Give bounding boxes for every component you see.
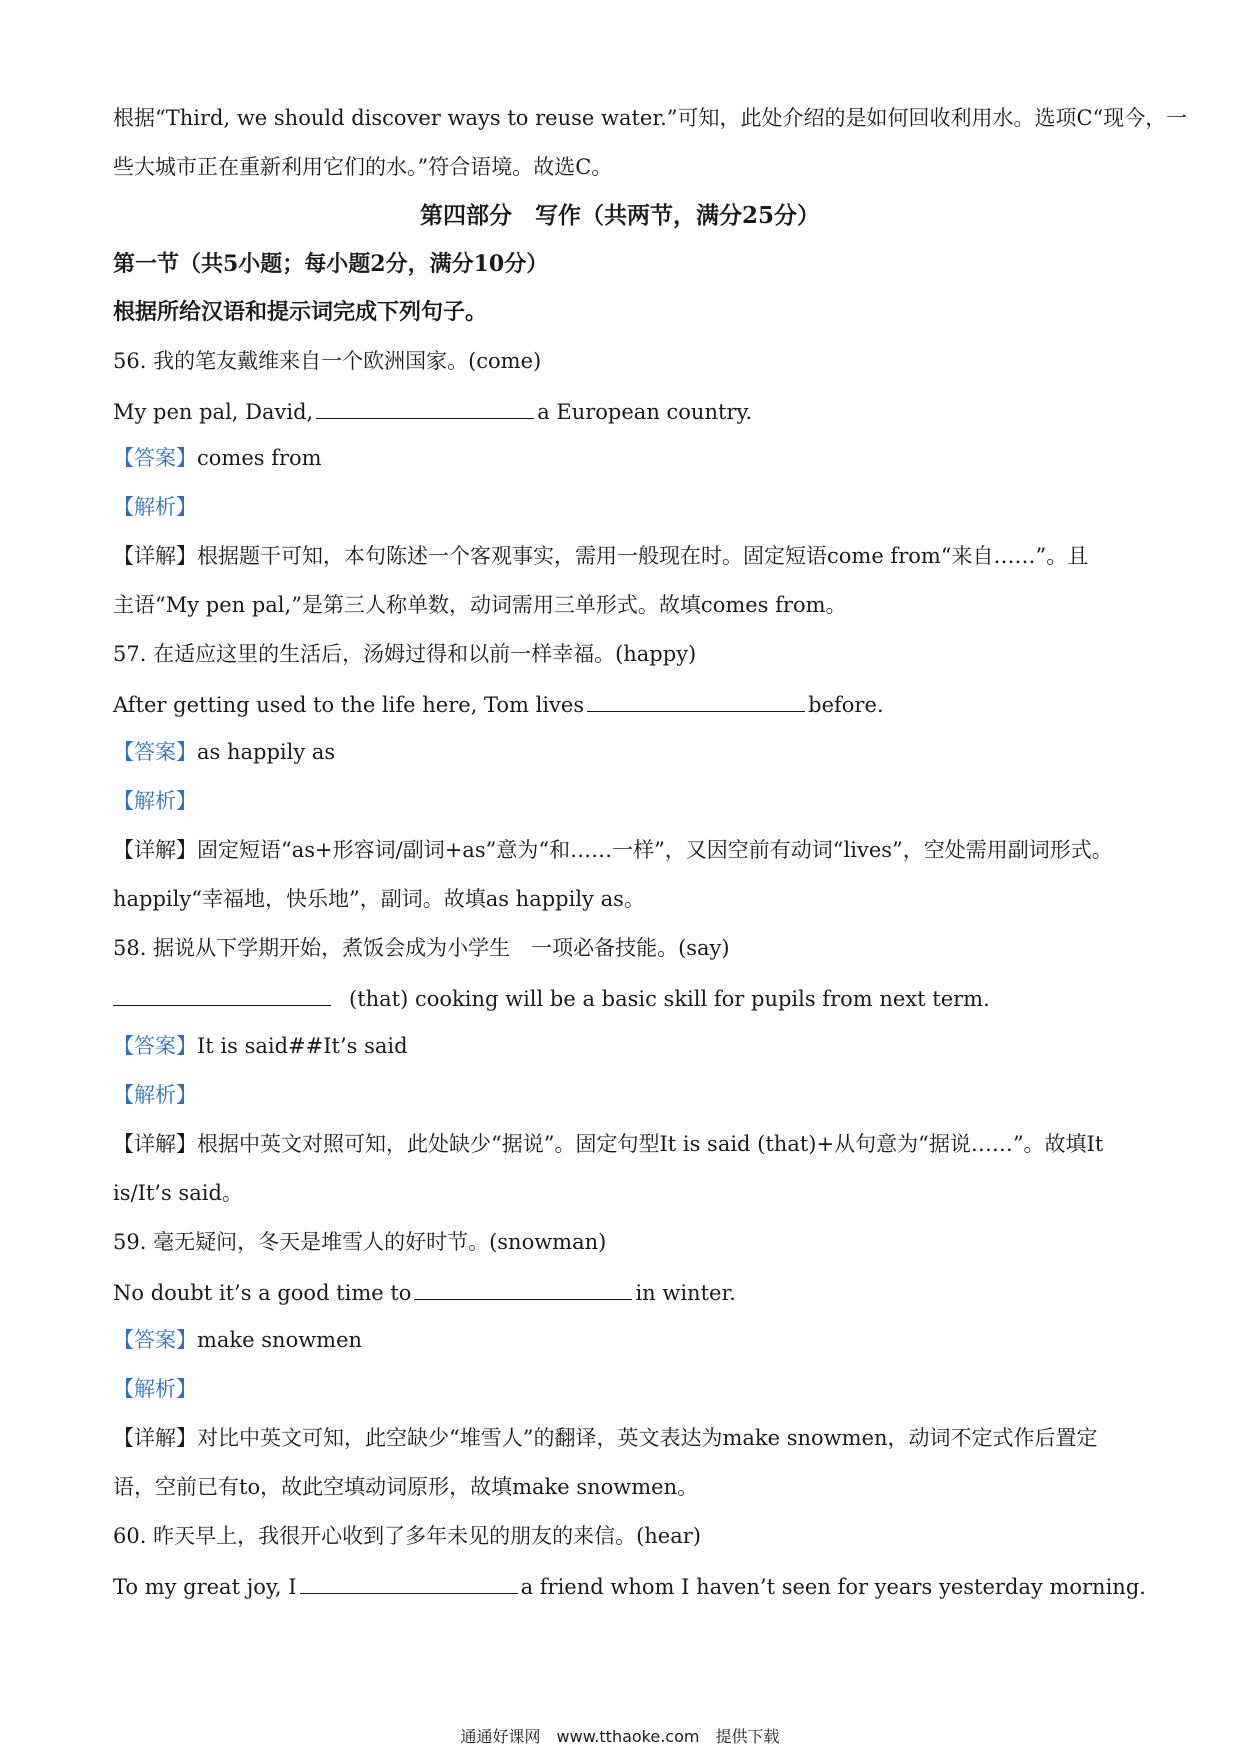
question-58-prompt: 58. 据说从下学期开始，煮饭会成为小学生 一项必备技能。(say) [113,936,730,960]
sentence-before: No doubt it’s a good time to [113,1281,412,1305]
question-57-detail-1 [113,836,1113,864]
sentence-after: a friend whom I haven’t seen for years yesterday morning. [520,1575,1146,1599]
sentence-after: a European country. [537,400,753,424]
answer-text: as happily as [197,740,336,764]
answer-tag: 【答案】 [113,740,197,764]
question-59-detail-2: 语，空前已有to，故此空填动词原形，故填make snowmen。 [113,1475,699,1499]
answer-text: It is said##It’s said [197,1034,408,1058]
intro-line-2: 些大城市正在重新利用它们的水。”符合语境。故选C。 [113,155,613,179]
detail-tag: 【详解】 [113,1132,197,1156]
question-56-sentence [113,396,752,426]
answer-blank [414,1277,632,1300]
answer-tag: 【答案】 [113,1034,197,1058]
question-57-detail-2: happily“幸福地，快乐地”，副词。故填as happily as。 [113,887,645,911]
instruction: 根据所给汉语和提示词完成下列句子。 [113,299,488,325]
question-58-analysis: 【解析】 [113,1083,197,1107]
sentence-after: in winter. [635,1281,736,1305]
answer-text: comes from [197,446,322,470]
answer-tag: 【答案】 [113,1328,197,1352]
question-59-sentence [113,1277,736,1307]
detail-text: 根据题干可知，本句陈述一个客观事实，需用一般现在时。固定短语come from“来自……”。且 [197,544,1089,568]
detail-tag: 【详解】 [113,838,197,862]
answer-blank [113,983,331,1006]
intro-line-1: 根据“Third, we should discover ways to reuse water.”可知，此处介绍的是如何回收利用水。选项C“现今，一 [113,106,1188,130]
question-57-sentence [113,689,884,719]
detail-tag: 【详解】 [113,1426,197,1450]
question-59-prompt: 59. 毫无疑问，冬天是堆雪人的好时节。(snowman) [113,1230,607,1254]
answer-blank [587,689,805,712]
section-title: 第一节（共5小题；每小题2分，满分10分） [113,251,549,277]
question-60-prompt: 60. 昨天早上，我很开心收到了多年未见的朋友的来信。(hear) [113,1524,701,1548]
question-56-detail-2: 主语“My pen pal,”是第三人称单数，动词需用三单形式。故填comes from。 [113,593,847,617]
sentence-before: My pen pal, David, [113,400,314,424]
question-60-sentence [113,1571,1146,1601]
question-56-detail-1 [113,542,1088,570]
question-59-detail-1 [113,1424,1098,1452]
question-56-answer [113,444,322,472]
question-57-answer [113,738,335,766]
sentence-after: before. [808,693,884,717]
question-58-detail-2: is/It’s said。 [113,1181,243,1205]
part-title: 第四部分 写作（共两节，满分25分） [419,202,820,229]
question-57-prompt: 57. 在适应这里的生活后，汤姆过得和以前一样幸福。(happy) [113,642,697,666]
question-59-answer [113,1326,362,1354]
answer-text: make snowmen [197,1328,363,1352]
detail-text: 对比中英文可知，此空缺少“堆雪人”的翻译，英文表达为make snowmen，动词不定式作后置定 [197,1426,1098,1450]
answer-tag: 【答案】 [113,446,197,470]
detail-text: 根据中英文对照可知，此处缺少“据说”。固定句型It is said (that)+从句意为“据说……”。故填It [197,1132,1104,1156]
answer-blank [300,1571,518,1594]
detail-tag: 【详解】 [113,544,197,568]
question-58-answer [113,1032,408,1060]
sentence-after: (that) cooking will be a basic skill for pupils from next term. [349,987,990,1011]
question-57-analysis: 【解析】 [113,789,197,813]
question-58-sentence [113,983,990,1013]
sentence-before: After getting used to the life here, Tom lives [113,693,585,717]
detail-text: 固定短语“as+形容词/副词+as”意为“和……一样”，又因空前有动词“lives”，空处需用副词形式。 [197,838,1113,862]
question-58-detail-1 [113,1130,1103,1158]
question-56-analysis: 【解析】 [113,495,197,519]
page-footer[interactable]: 通通好课网 www.tthaoke.com 提供下载 [460,1727,780,1746]
answer-blank [316,396,534,419]
question-59-analysis: 【解析】 [113,1377,197,1401]
question-56-prompt: 56. 我的笔友戴维来自一个欧洲国家。(come) [113,349,542,373]
sentence-before: To my great joy, I [113,1575,297,1599]
